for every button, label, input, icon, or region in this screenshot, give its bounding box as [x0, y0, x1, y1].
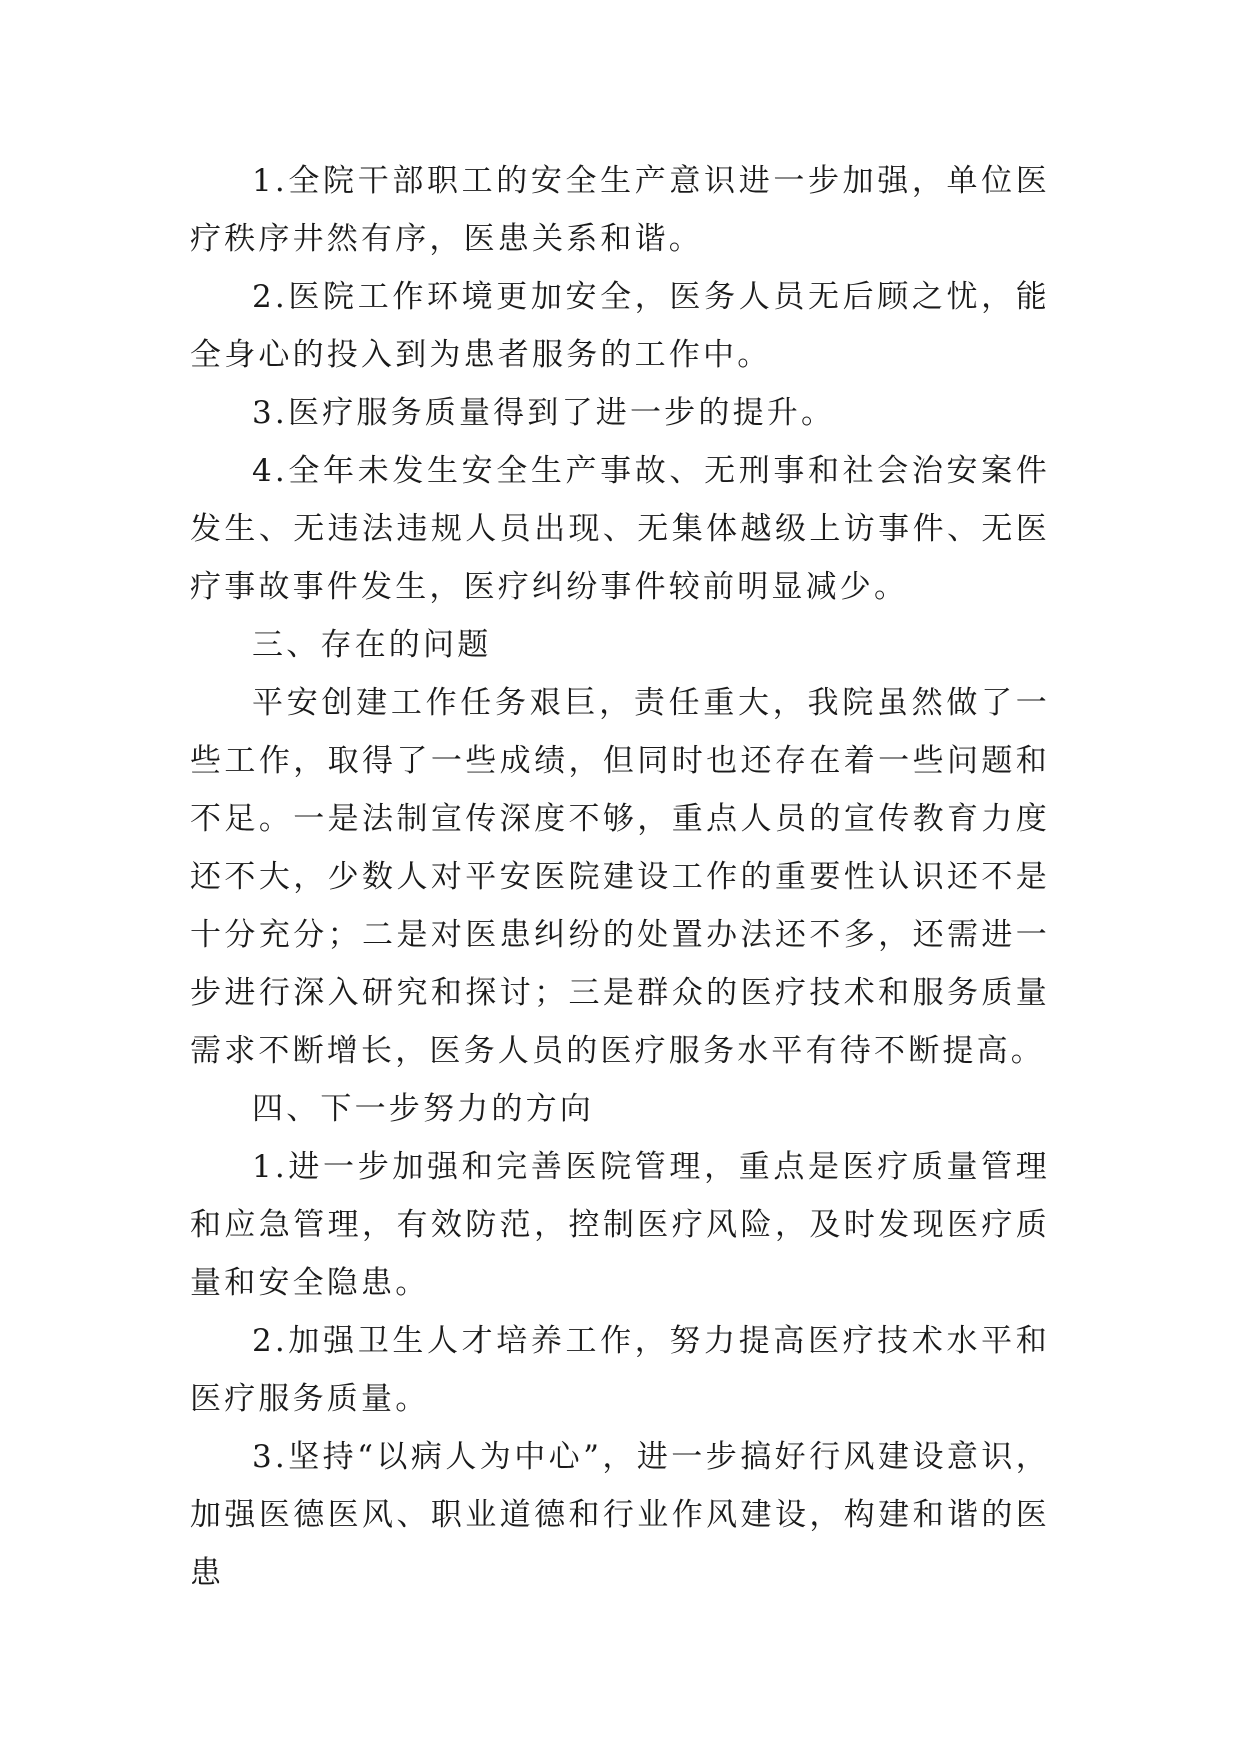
section-heading-next-steps: 四、下一步努力的方向 [252, 1091, 594, 1127]
result-item-3: 3.医疗服务质量得到了进一步的提升。 [252, 395, 836, 431]
section-heading-problems: 三、存在的问题 [252, 627, 492, 663]
result-item-4: 4.全年未发生安全生产事故、无刑事和社会治安案件发生、无违法违规人员出现、无集体越级上访事件、无医疗事故事件发生，医疗纠纷事件较前明显减少。 [190, 453, 1050, 605]
next-step-item-1: 1.进一步加强和完善医院管理，重点是医疗质量管理和应急管理，有效防范，控制医疗风险，及时发现医疗质量和安全隐患。 [190, 1149, 1050, 1301]
problems-paragraph: 平安创建工作任务艰巨，责任重大，我院虽然做了一些工作，取得了一些成绩，但同时也还存在着一些问题和不足。一是法制宣传深度不够，重点人员的宣传教育力度还不大，少数人对平安医院建设工作的重要性认识还不是十分充分；二是对医患纠纷的处置办法还不多，还需进一步进行深入研究和探讨；三是群众的医疗技术和服务质量需求不断增长，医务人员的医疗服务水平有待不断提高。 [190, 685, 1050, 1069]
result-item-2: 2.医院工作环境更加安全，医务人员无后顾之忧，能全身心的投入到为患者服务的工作中。 [190, 279, 1050, 373]
next-step-item-3: 3.坚持“以病人为中心”，进一步搞好行风建设意识，加强医德医风、职业道德和行业作风建设，构建和谐的医患 [190, 1439, 1050, 1591]
result-item-1: 1.全院干部职工的安全生产意识进一步加强，单位医疗秩序井然有序，医患关系和谐。 [190, 163, 1050, 257]
next-step-item-2: 2.加强卫生人才培养工作，努力提高医疗技术水平和医疗服务质量。 [190, 1323, 1050, 1417]
document-body [190, 152, 1050, 1602]
